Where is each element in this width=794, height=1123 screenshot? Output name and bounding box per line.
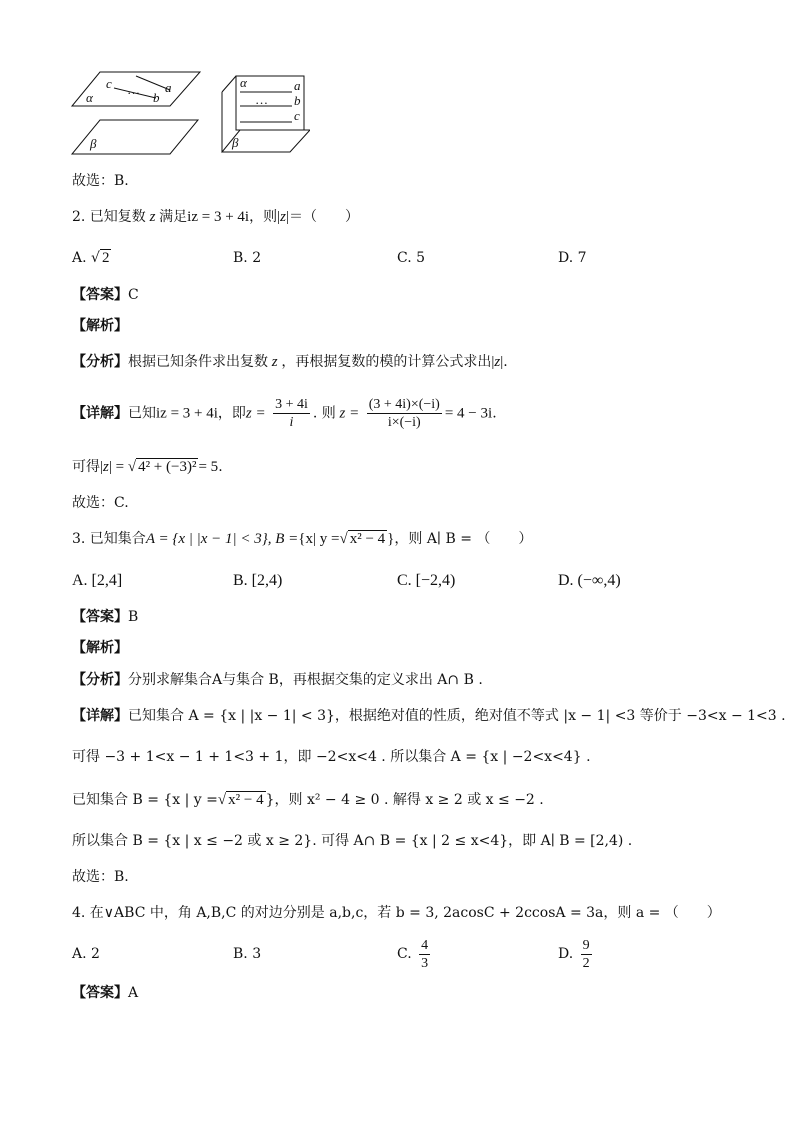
right-label-c: c: [294, 108, 300, 123]
q3-option-d[interactable]: D. (−∞,4): [558, 572, 621, 589]
q2-option-d[interactable]: D. 7: [558, 250, 587, 266]
q1-conclusion: 故选：B.: [72, 173, 129, 189]
q4-answer: 【答案】A: [72, 985, 139, 1001]
q3-xiangjie-2: 可得 −3 + 1<x − 1 + 1<3 + 1，即 −2<x<4 . 所以集合 A = {x | −2<x<4} .: [72, 749, 591, 765]
fraction-1: $\frac{3 + 4i}{i}$: [275, 397, 308, 430]
q3-analysis-heading: 【解析】: [72, 640, 128, 656]
q2-option-b[interactable]: B. 2: [233, 250, 262, 266]
q2-fenxi: 【分析】根据已知条件求出复数 z ，再根据复数的模的计算公式求出|z|.: [72, 354, 508, 370]
left-label-c: c: [106, 76, 112, 91]
q3-fenxi: 【分析】分别求解集合A与集合 B，再根据交集的定义求出 A∩ B .: [72, 672, 483, 688]
q3-stem: 3. 已知集合A = {x | |x − 1| < 3}, B ={x| y =√ x² − 4 }，则 A∣ B = （ ）: [72, 531, 533, 547]
q3-option-a[interactable]: A. [2,4]: [72, 572, 123, 589]
right-label-b: b: [294, 93, 301, 108]
q4-stem: 4. 在∨ABC 中，角 A,B,C 的对边分别是 a,b,c，若 b = 3, 2acosC + 2ccosA = 3a，则 a = （ ）: [72, 905, 721, 921]
left-label-dots: …: [128, 82, 140, 97]
left-label-a: a: [165, 80, 172, 95]
q2-xiangjie: 【详解】已知iz = 3 + 4i，即z = $\frac{3 + 4i}{i}$ . 则 z = $\frac{(3 + 4i)\times(-i)}{i\times(-i)}$ = 4 − 3i.: [72, 397, 497, 430]
q2-option-c[interactable]: C. 5: [397, 250, 426, 266]
right-label-alpha: α: [240, 75, 247, 90]
fraction-2: $\frac{(3 + 4i)\times(-i)}{i\times(-i)}$: [368, 397, 440, 430]
q3-xiangjie-3: 已知集合 B = {x | y =√ x² − 4 }，则 x² − 4 ≥ 0 . 解得 x ≥ 2 或 x ≤ −2 .: [72, 792, 544, 808]
q3-conclusion: 故选：B.: [72, 869, 129, 885]
left-label-b: b: [153, 90, 160, 105]
right-label-beta: β: [232, 135, 239, 150]
q4-option-b[interactable]: B. 3: [233, 946, 262, 962]
right-label-dots: …: [256, 92, 268, 107]
left-label-beta: β: [90, 136, 97, 151]
q2-modulus: 可得|z| = √ 4² + (−3)² = 5.: [72, 459, 223, 475]
q3-option-b[interactable]: B. [2,4): [233, 572, 283, 589]
plane-figure: [70, 70, 310, 160]
q3-xiangjie-1: 【详解】已知集合 A = {x | |x − 1| < 3}，根据绝对值的性质，绝对值不等式 |x − 1| <3 等价于 −3<x − 1<3 .: [72, 708, 786, 724]
q4-option-d[interactable]: D. $\frac{9}{2}$: [558, 937, 590, 971]
q3-answer: 【答案】B: [72, 609, 139, 625]
q2-answer: 【答案】C: [72, 287, 139, 303]
q2-conclusion: 故选：C.: [72, 495, 129, 511]
q2-analysis-heading: 【解析】: [72, 318, 128, 334]
q2-option-a[interactable]: A. √ 2: [72, 250, 110, 266]
q4-option-a[interactable]: A. 2: [72, 946, 100, 962]
q3-option-c[interactable]: C. [−2,4): [397, 572, 456, 589]
q3-xiangjie-4: 所以集合 B = {x | x ≤ −2 或 x ≥ 2}. 可得 A∩ B = {x | 2 ≤ x<4}，即 A∣ B = [2,4) .: [72, 833, 633, 849]
right-label-a: a: [294, 78, 301, 93]
q2-stem: 2. 已知复数 z 满足iz = 3 + 4i，则|z|＝（ ）: [72, 209, 359, 225]
left-label-alpha: α: [86, 90, 93, 105]
q4-option-c[interactable]: C. $\frac{4}{3}$: [397, 937, 429, 971]
